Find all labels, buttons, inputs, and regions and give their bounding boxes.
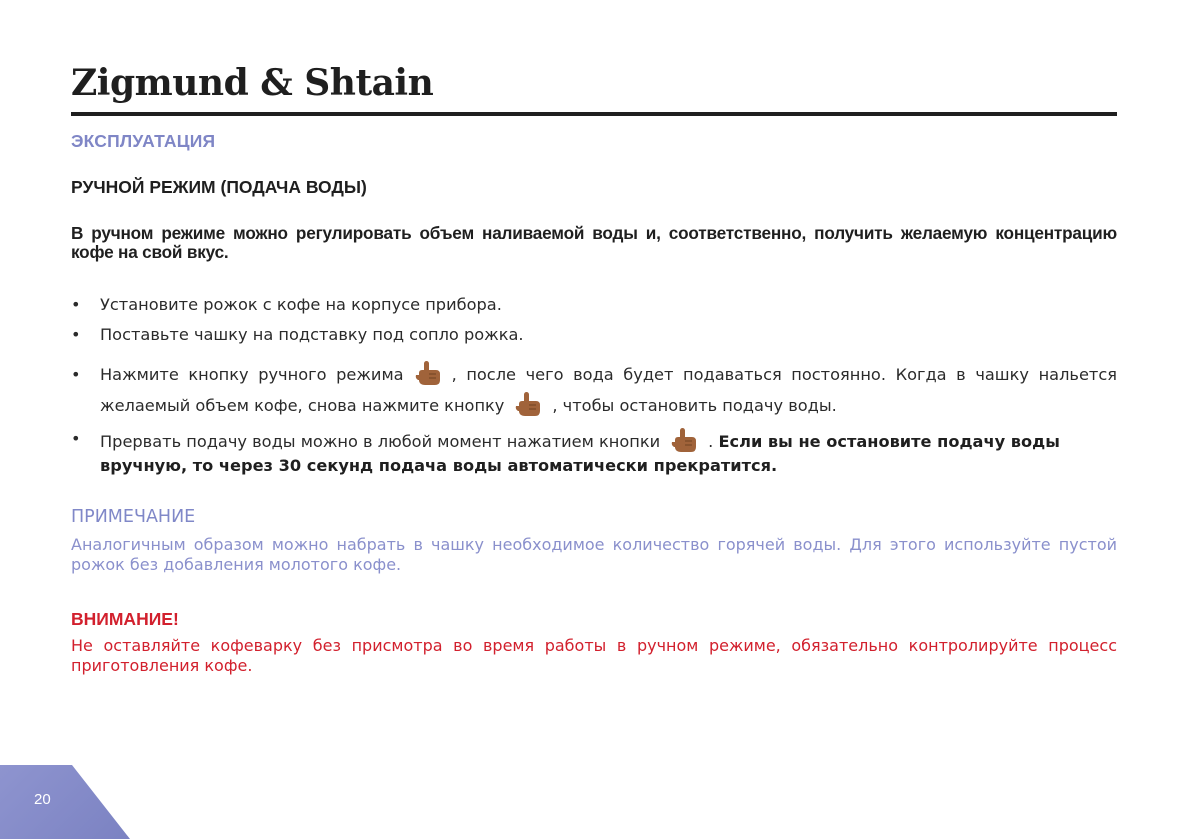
page-title: РУЧНОЙ РЕЖИМ (ПОДАЧА ВОДЫ) [71, 177, 367, 197]
pointing-hand-icon [414, 360, 442, 386]
step-text: . [708, 432, 714, 451]
step-text: , после чего вода будет подаваться постоянно. Когда в чашку нальется желаемый объем кофе, снова нажмите кнопку [100, 365, 1117, 415]
header-divider [71, 112, 1117, 116]
step-text: Прервать подачу воды можно в любой момент нажатием кнопки [100, 432, 661, 451]
pointing-hand-icon [670, 427, 698, 453]
page-corner-tab [0, 765, 130, 839]
pointing-hand-icon [514, 391, 542, 417]
warning-title: ВНИМАНИЕ! [71, 609, 179, 629]
brand-logo: Zigmund & Shtain [71, 62, 434, 104]
list-item [71, 427, 1117, 487]
note-text: Аналогичным образом можно набрать в чашку необходимое количество горячей воды. Для этого используйте пустой рожок без добавления молотого кофе. [71, 535, 1117, 574]
list-item [71, 293, 1117, 323]
step-text: Установите рожок с кофе на корпусе прибора. [100, 295, 502, 314]
list-item [71, 323, 1117, 359]
step-text: Нажмите кнопку ручного режима [100, 365, 404, 384]
warning-text: Не оставляйте кофеварку без присмотра во время работы в ручном режиме, обязательно контролируйте процесс приготовления кофе. [71, 636, 1117, 675]
step-emphasis: Если вы не остановите подачу воды вручную, то через 30 секунд подача воды автоматически прекратится. [100, 432, 1060, 475]
instruction-list [71, 293, 1117, 487]
step-text: , чтобы остановить подачу воды. [552, 396, 837, 415]
note-title: ПРИМЕЧАНИЕ [71, 507, 196, 527]
list-item [71, 359, 1117, 427]
section-label: ЭКСПЛУАТАЦИЯ [71, 131, 216, 151]
page-number: 20 [34, 791, 51, 808]
step-text: Поставьте чашку на подставку под сопло рожка. [100, 325, 524, 344]
intro-paragraph: В ручном режиме можно регулировать объем наливаемой воды и, соответственно, получить желаемую концентрацию кофе на свой вкус. [71, 223, 1117, 262]
